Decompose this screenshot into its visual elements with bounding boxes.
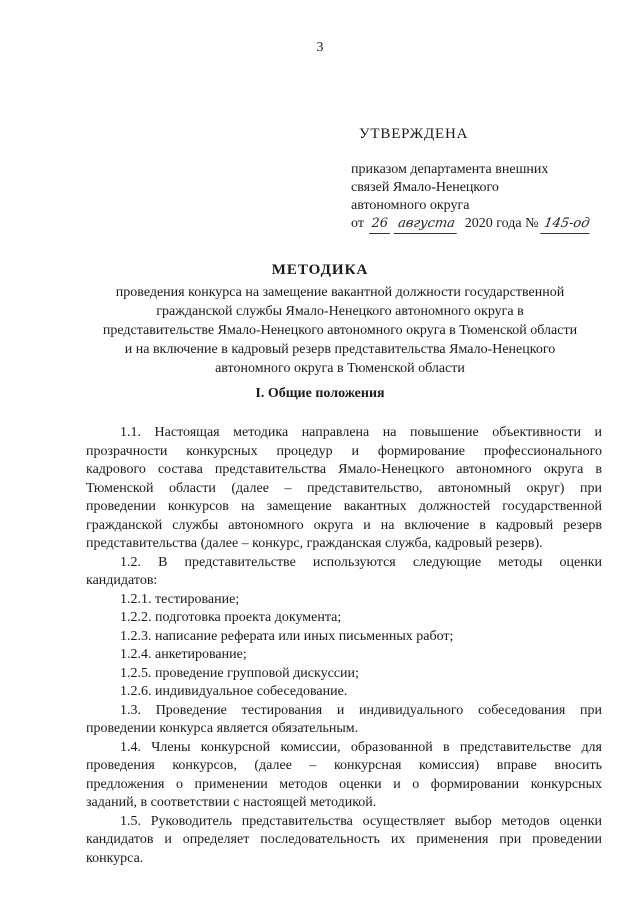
body-line: 1.2.3. написание реферата или иных письменных работ; [120,628,454,644]
order-line-3: автономного округа [351,198,470,213]
body-line: 1.5. Руководитель представительства осуществляет выбор методов оценки [120,813,602,829]
body-line: проведении конкурсов на замещение вакантных должностей государственной [86,499,602,514]
page-number: 3 [316,40,324,55]
body-line: гражданской службы автономного округа и на включение в кадровый резерв [86,517,602,533]
body-line: прозрачности конкурсных процедур и формирование профессионального [86,443,602,459]
body-line: Тюменской области (далее – представительство, автономный округ) при [86,480,602,496]
approval-stamp [351,125,621,234]
body-line: 1.2.2. подготовка проекта документа; [120,610,342,625]
body-line: кандидатов и определяет последовательность их применения при проведении [86,832,602,847]
body-line: кадрового состава представительства Ямало-Ненецкого автономного округа в [86,462,602,477]
body-text [86,424,602,868]
body-line: 1.1. Настоящая методика направлена на повышение объективности и [120,425,602,440]
body-line: предложения о применении методов оценки и о формировании конкурсных [86,776,602,792]
document-title: МЕТОДИКА [271,262,369,278]
body-line: 1.2.4. анкетирование; [120,647,247,662]
section-heading: I. Общие положения [255,386,385,401]
body-line: проведения конкурсов, (далее – конкурсная комиссия) вправе вносить [86,758,602,773]
order-date-line [351,215,621,234]
body-line: 1.3. Проведение тестирования и индивидуального собеседования при [120,702,602,718]
subtitle-line: автономного округа в Тюменской области [215,361,465,376]
subtitle-line: и на включение в кадровый резерв представительства Ямало-Ненецкого [124,342,556,357]
body-line: кандидатов: [86,573,158,588]
order-line-2: связей Ямало-Ненецкого [351,180,499,195]
date-prefix: от [351,216,364,231]
date-year: 2020 года № [464,216,539,231]
handwritten-order-number: 145-од [540,215,593,234]
subtitle-line: проведения конкурса на замещение вакантной должности государственной [115,285,565,300]
body-line: 1.2.5. проведение групповой дискуссии; [120,665,359,681]
body-line: 1.2.1. тестирование; [120,591,240,607]
approved-label: УТВЕРЖДЕНА [359,126,469,142]
body-line: конкурса. [86,850,144,866]
order-line-1: приказом департамента внешних [351,162,549,177]
handwritten-day: 26 [369,215,390,234]
subtitle-line: гражданской службы Ямало-Ненецкого автономного округа в [156,304,524,319]
body-line: заданий, в соответствии с настоящей методикой. [86,795,377,810]
handwritten-month: августа [394,215,459,234]
body-line: 1.2.6. индивидуальное собеседование. [120,684,348,699]
body-line: представительства (далее – конкурс, гражданская служба, кадровый резерв). [86,536,543,551]
subtitle-line: представительстве Ямало-Ненецкого автономного округа в Тюменской области [102,323,578,338]
document-subtitle [80,283,600,378]
body-line: 1.4. Члены конкурсной комиссии, образованной в представительстве для [120,739,602,755]
body-line: проведении конкурса является обязательным. [86,721,359,736]
body-line: 1.2. В представительстве используются следующие методы оценки [120,554,602,570]
